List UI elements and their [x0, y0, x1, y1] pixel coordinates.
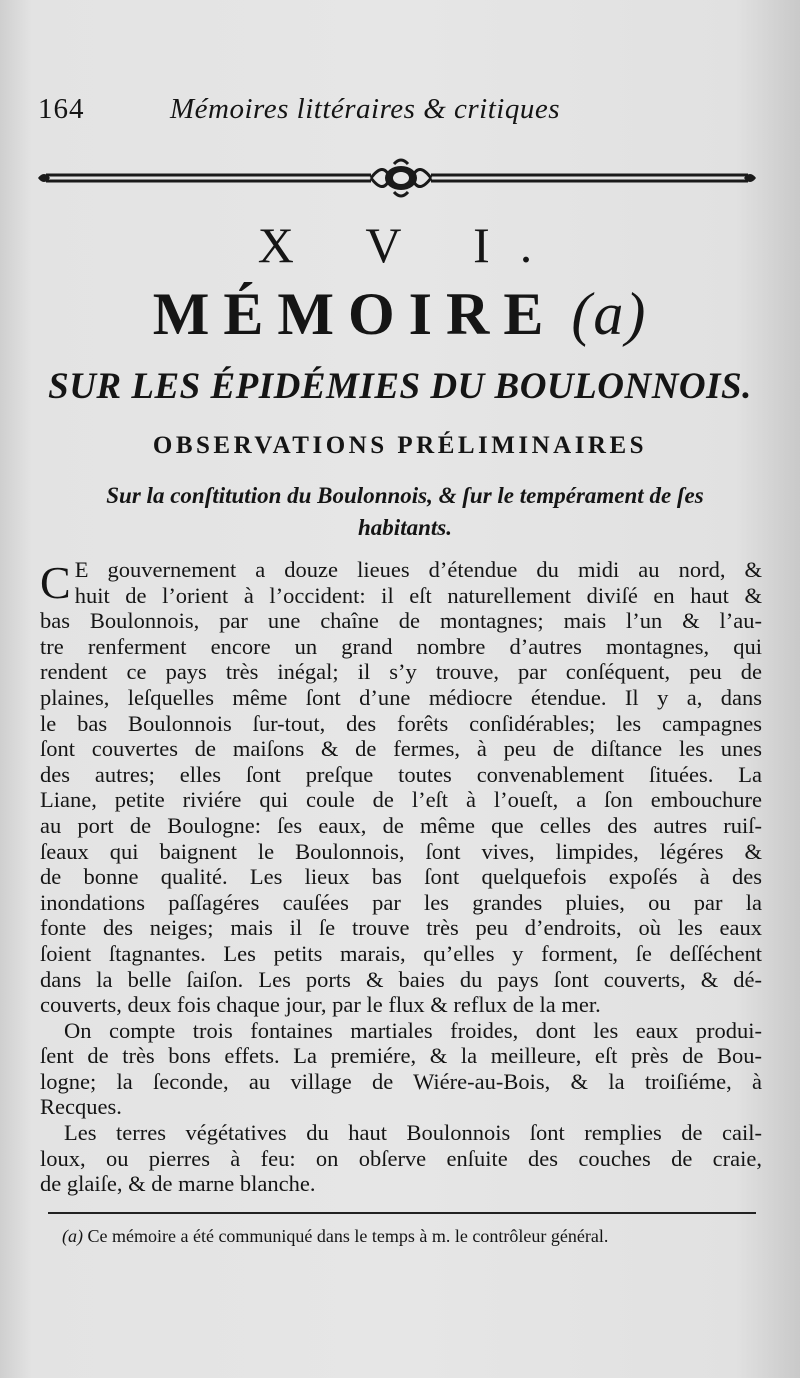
text-line: Les terres végétatives du haut Boulonnois ſont remplies de cail-: [64, 1120, 762, 1146]
section-heading: OBSERVATIONS PRÉLIMINAIRES: [152, 432, 648, 459]
text-line: plaines, leſquelles même ſont d’une médiocre étendue. Il y a, dans: [40, 684, 762, 710]
text-line: huit de l’orient à l’occident: il eſt naturellement diviſé en haut &: [74, 582, 762, 608]
text-line: ſeaux qui baignent le Boulonnois, ſont vives, limpides, légéres &: [40, 838, 762, 864]
paragraph-2: [40, 1018, 762, 1120]
text-line: tre renferment encore un grand nombre d’autres montagnes, qui: [40, 633, 762, 659]
paragraph-1: [40, 557, 762, 1018]
footnote: [62, 1226, 762, 1247]
footnote-divider: [48, 1212, 756, 1214]
chapter-subtitle: SUR LES ÉPIDÉMIES DU BOULONNOIS.: [48, 366, 752, 407]
text-line: dans la belle ſaiſon. Les ports & baies du pays ſont couverts, & dé-: [40, 966, 762, 992]
paragraph-3: [40, 1120, 762, 1197]
footnote-mark: (a): [62, 1226, 83, 1246]
text-line: ſoient ſtagnantes. Les petits marais, qu’elles y forment, ſe deſſéchent: [40, 940, 762, 966]
text-line: au port de Boulogne: ſes eaux, de même que celles des autres ruiſ-: [40, 812, 762, 838]
text-line: On compte trois fontaines martiales froides, dont les eaux produi-: [64, 1017, 762, 1043]
running-title: Mémoires littéraires & critiques: [170, 93, 560, 125]
footnote-text: Ce mémoire a été communiqué dans le temps à m. le contrôleur général.: [87, 1226, 609, 1246]
text-line: rendent ce pays très inégal; il s’y trouve, par conſéquent, peu de: [40, 659, 762, 685]
drop-cap: C: [40, 557, 71, 608]
section-subheading-line: Sur la conſtitution du Boulonnois, & ſur le tempérament de ſes: [106, 483, 704, 508]
body-text: [40, 557, 762, 1197]
text-line: E gouvernement a douze lieues d’étendue du midi au nord, &: [74, 557, 762, 582]
text-line: Liane, petite riviére qui coule de l’eſt à l’oueſt, a ſon embouchure: [40, 787, 762, 813]
text-line: des autres; elles ſont preſque toutes convenablement ſituées. La: [40, 761, 762, 787]
text-line: de glaiſe, & de marne blanche.: [40, 1171, 316, 1197]
text-line: loux, ou pierres à feu: on obſerve enſuite des couches de craie,: [40, 1145, 762, 1171]
text-line: ſent de très bons effets. La premiére, & la meilleure, eſt près de Bou-: [40, 1043, 762, 1069]
page-header: [38, 93, 758, 137]
text-line: le bas Boulonnois ſur-tout, des forêts conſidérables; les campagnes: [40, 710, 762, 736]
text-line: bas Boulonnois, par une chaîne de montagnes; mais l’un & l’au-: [40, 608, 762, 634]
section-subheading: [60, 480, 750, 544]
text-line: fonte des neiges; mais il ſe trouve très peu d’endroits, où les eaux: [40, 915, 762, 941]
chapter-number: X V I.: [257, 217, 563, 273]
text-line: de bonne qualité. Les lieux bas ſont quelquefois expoſés à des: [40, 864, 762, 890]
page-number: 164: [38, 93, 85, 125]
footnote-reference: (a): [571, 281, 648, 347]
text-line: logne; la ſeconde, au village de Wiére-au-Bois, & la troiſiéme, à: [40, 1068, 762, 1094]
chapter-title: [0, 280, 800, 349]
section-subheading-line: habitants.: [358, 515, 452, 540]
chapter-title-text: MÉMOIRE: [152, 281, 558, 347]
decorative-rule-icon: [36, 158, 758, 198]
text-line: Recques.: [40, 1094, 122, 1120]
text-line: ſont couvertes de maiſons & de fermes, à peu de diſtance les unes: [40, 736, 762, 762]
text-line: couverts, deux fois chaque jour, par le flux & reflux de la mer.: [40, 992, 601, 1018]
text-line: inondations paſſagéres cauſées par les grandes pluies, ou par la: [40, 889, 762, 915]
